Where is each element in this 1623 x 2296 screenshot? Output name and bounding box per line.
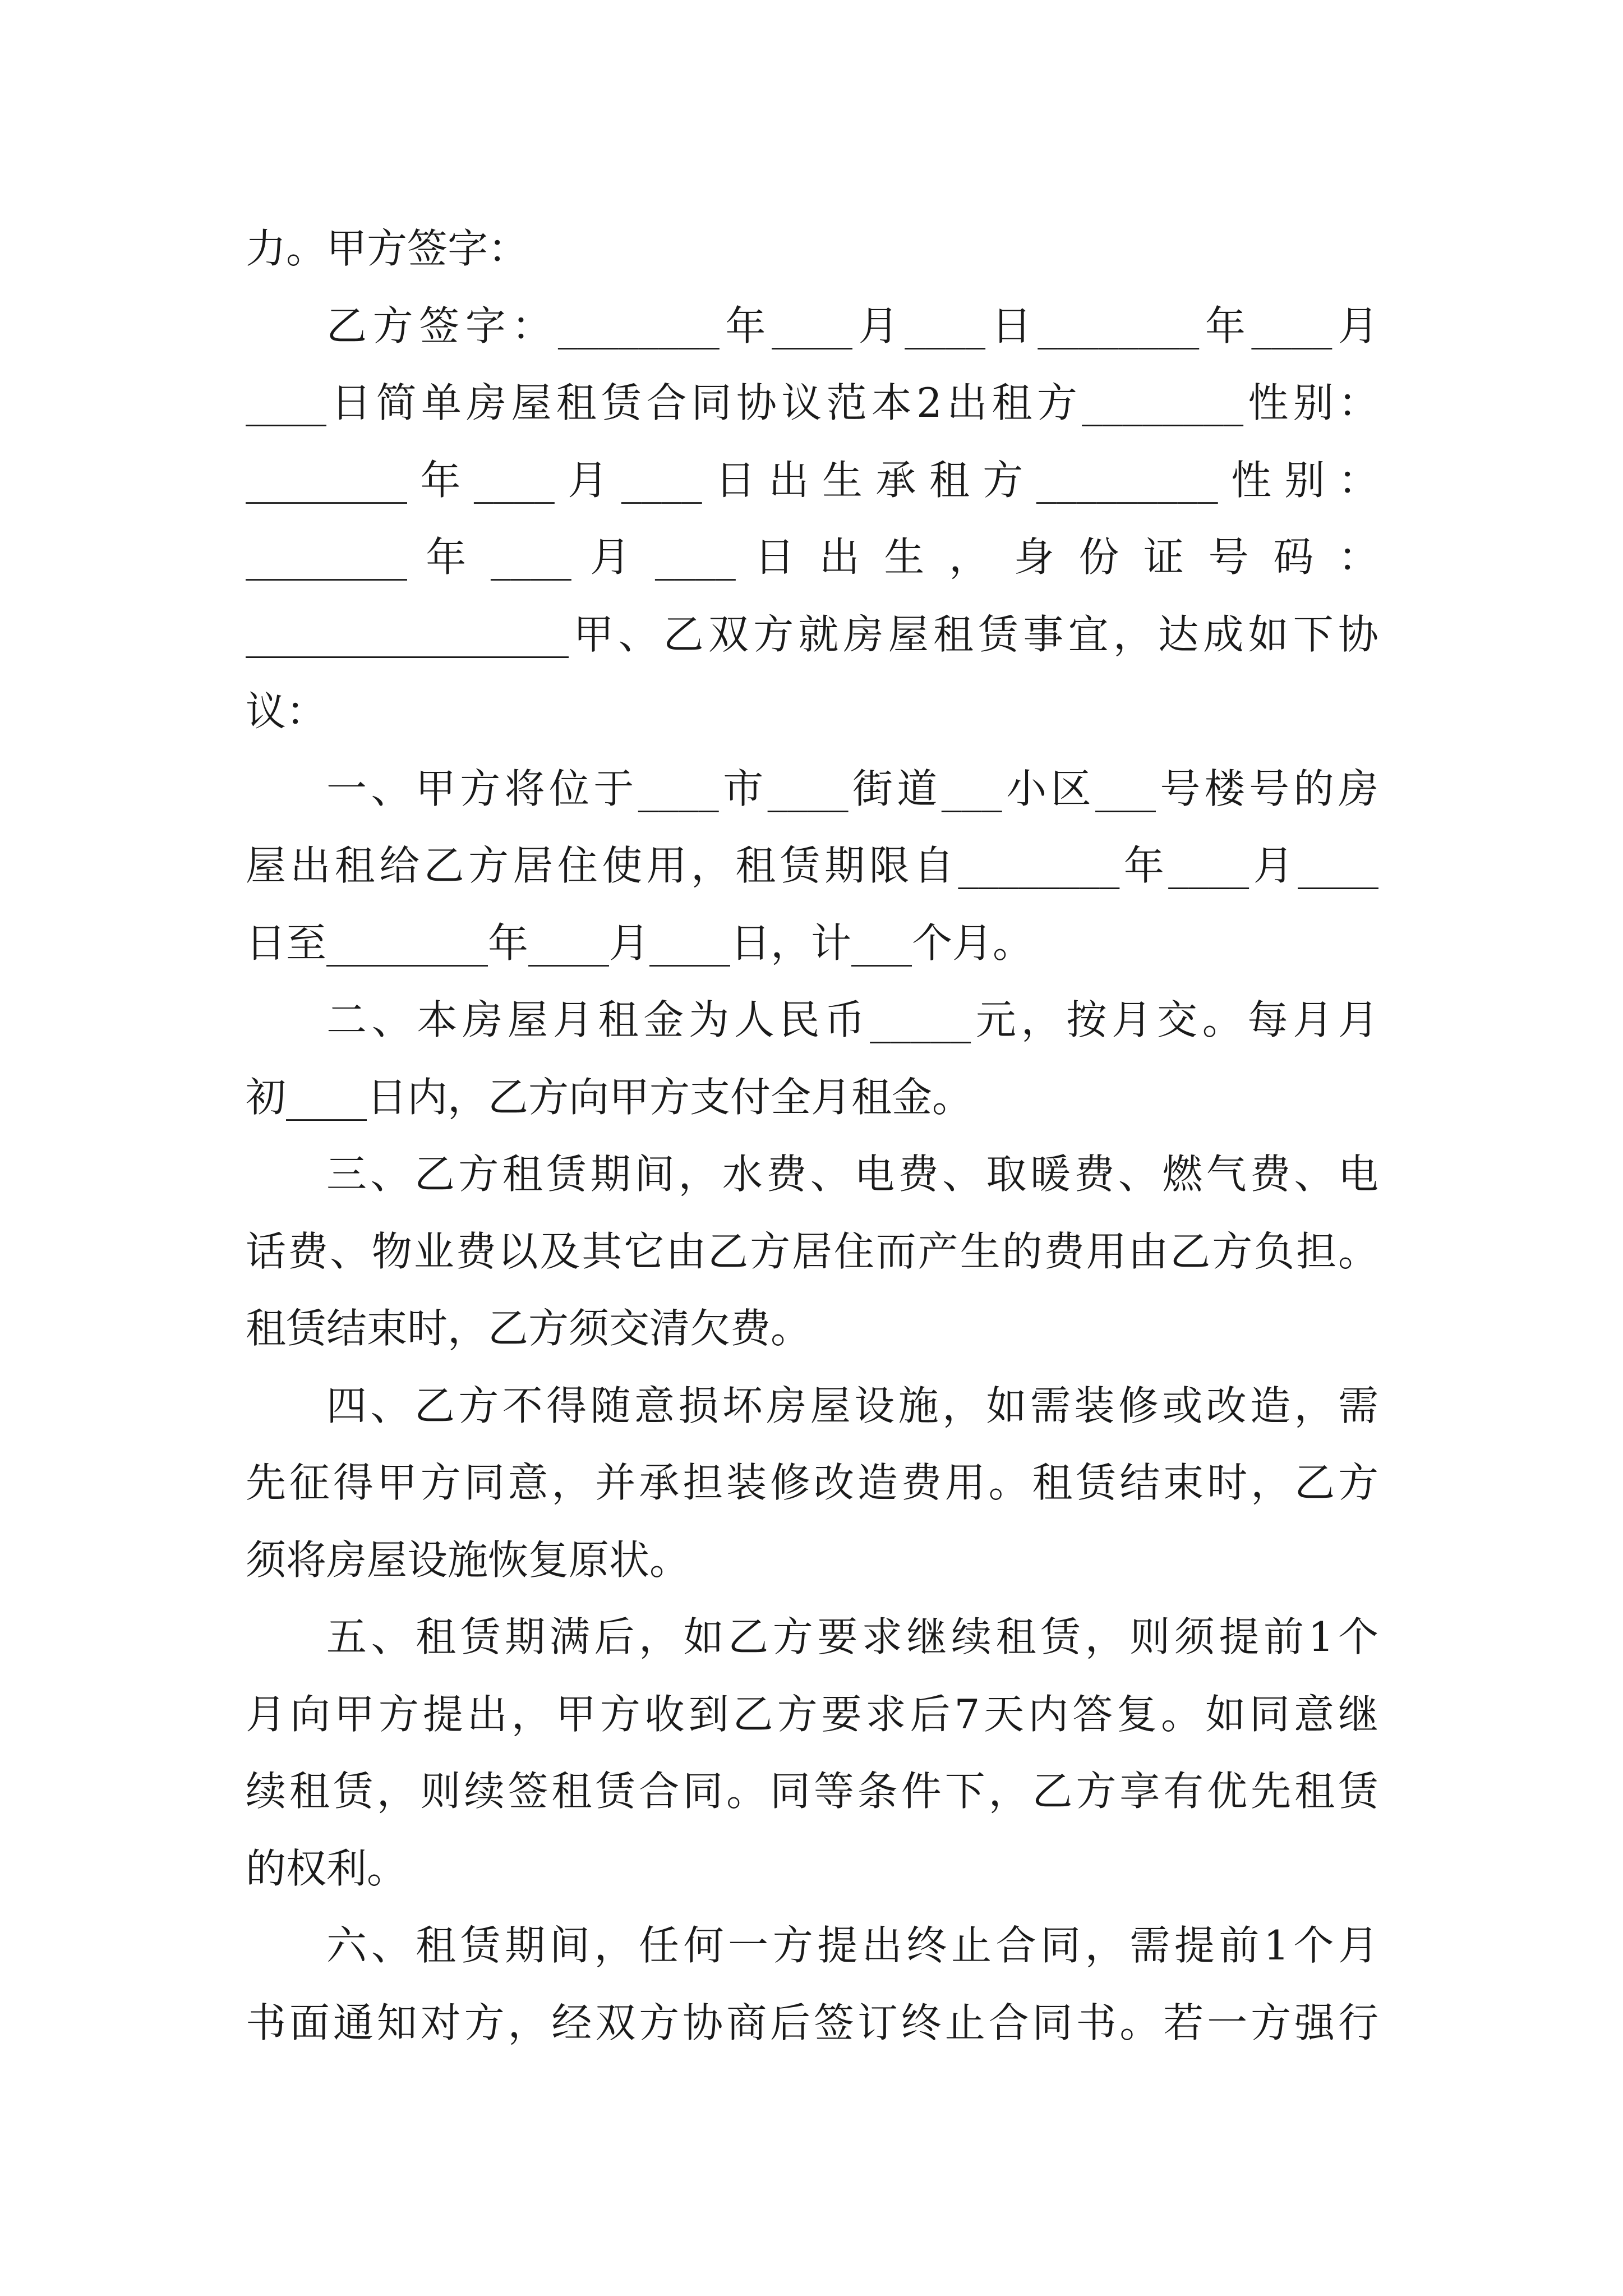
text-line-8: 一、甲方将位于____市____街道___小区___号楼号的房: [326, 765, 1378, 812]
text-line-23: 六、租赁期间，任何一方提出终止合同，需提前1个月: [326, 1922, 1378, 1969]
text-line-16: 四、乙方不得随意损坏房屋设施，如需装修或改造，需: [326, 1382, 1378, 1429]
text-line-1: 力。甲方签字：: [246, 225, 529, 272]
document-body: [246, 210, 1378, 2062]
text-line-17: 先征得甲方同意，并承担装修改造费用。租赁结束时，乙方: [246, 1459, 1378, 1506]
text-line-11: 二、本房屋月租金为人民币_____元，按月交。每月月: [326, 996, 1378, 1043]
text-line-2: 乙方签字：________年____月____日________年____月: [326, 302, 1378, 349]
text-line-7: 议：: [246, 688, 327, 735]
text-line-12: 初____日内，乙方向甲方支付全月租金。: [246, 1073, 973, 1121]
text-line-19: 五、租赁期满后，如乙方要求继续租赁，则须提前1个: [326, 1613, 1378, 1660]
text-line-24: 书面通知对方，经双方协商后签订终止合同书。若一方强行: [246, 1999, 1378, 2046]
text-line-18: 须将房屋设施恢复原状。: [246, 1536, 690, 1584]
text-line-20: 月向甲方提出，甲方收到乙方要求后7天内答复。如同意继: [246, 1690, 1378, 1738]
text-line-15: 租赁结束时，乙方须交清欠费。: [246, 1305, 811, 1352]
text-line-21: 续租赁，则续签租赁合同。同等条件下，乙方享有优先租赁: [246, 1768, 1378, 1815]
text-line-9: 屋出租给乙方居住使用，租赁期限自________年____月____: [246, 842, 1378, 889]
text-line-4: ________年____月____日出生承租方_________性别：: [246, 456, 1378, 504]
text-line-3: ____日简单房屋租赁合同协议范本2出租方________性别：: [246, 379, 1378, 426]
text-line-22: 的权利。: [246, 1844, 408, 1892]
text-line-10: 日至________年____月____日，计___个月。: [246, 919, 1034, 967]
text-line-13: 三、乙方租赁期间，水费、电费、取暖费、燃气费、电: [326, 1151, 1378, 1198]
text-line-6: ________________甲、乙双方就房屋租赁事宜，达成如下协: [246, 610, 1378, 658]
text-line-5: ________ 年 ____ 月 ____ 日 出 生 ， 身 份 证 号 码 ：: [246, 533, 1378, 581]
text-line-14: 话费、物业费以及其它由乙方居住而产生的费用由乙方负担。: [246, 1227, 1378, 1275]
